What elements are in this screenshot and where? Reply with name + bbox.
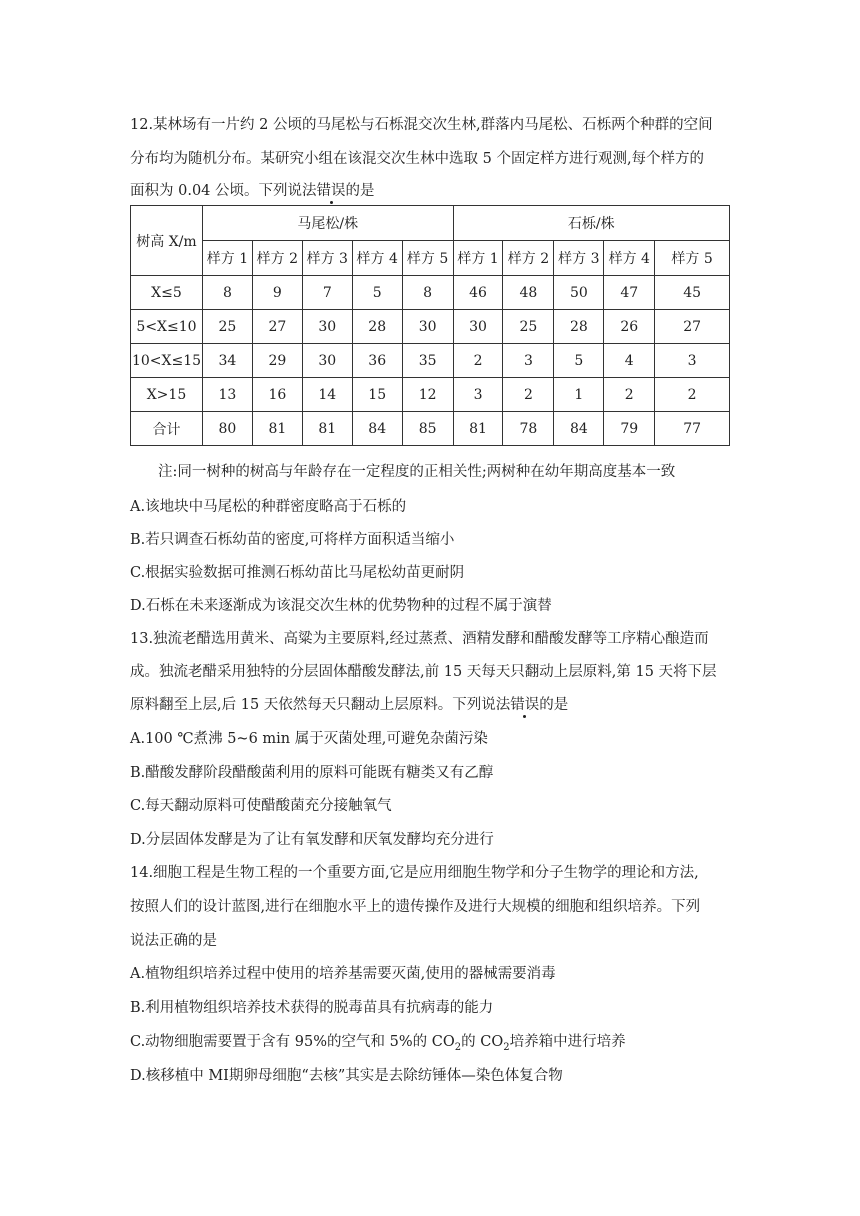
plot-header: 样方 4	[352, 241, 402, 276]
table-cell: 15	[352, 378, 402, 412]
row-label: 合计	[131, 412, 203, 446]
q13-stem-tail: 的是	[539, 697, 569, 713]
table-row	[131, 344, 730, 378]
plot-header: 样方 4	[604, 241, 655, 276]
table-note: 注:同一树种的树高与年龄存在一定程度的正相关性;两树种在幼年期高度基本一致	[158, 464, 676, 480]
q12-stem-line-3	[130, 179, 375, 200]
table-cell: 8	[202, 276, 252, 310]
row-header-label: 树高 X/m	[131, 206, 203, 276]
q12-option-b: B.若只调查石栎幼苗的密度,可将样方面积适当缩小	[130, 532, 455, 548]
row-label: X≤5	[131, 276, 203, 310]
table-cell: 45	[655, 276, 730, 310]
table-cell: 14	[302, 378, 352, 412]
table-cell: 5	[352, 276, 402, 310]
table-cell: 5	[554, 344, 604, 378]
group-header-masson-pine: 马尾松/株	[202, 206, 453, 241]
table-cell: 81	[302, 412, 352, 446]
plot-header: 样方 5	[402, 241, 453, 276]
table-cell: 16	[252, 378, 302, 412]
q14-option-c	[130, 1030, 626, 1053]
q12-stem-text: 面积为 0.04 公顷。下列说法	[130, 183, 317, 199]
table-cell: 79	[604, 412, 655, 446]
q12-stem-tail: 的是	[345, 183, 375, 199]
table-row	[131, 378, 730, 412]
subscript: 2	[454, 1041, 462, 1053]
table-cell: 34	[202, 344, 252, 378]
q14-stem-line-2: 按照人们的设计蓝图,进行在细胞水平上的遗传操作及进行大规模的细胞和组织培养。下列	[130, 899, 701, 915]
row-label: X>15	[131, 378, 203, 412]
table-body	[131, 276, 730, 446]
table-cell: 27	[252, 310, 302, 344]
table-cell: 2	[655, 378, 730, 412]
table-cell: 7	[302, 276, 352, 310]
table-cell: 28	[554, 310, 604, 344]
table-cell: 84	[554, 412, 604, 446]
tree-height-table	[130, 205, 730, 446]
row-label: 5<X≤10	[131, 310, 203, 344]
table-cell: 2	[604, 378, 655, 412]
q14-option-c-mid: 的 CO	[461, 1034, 504, 1050]
table-cell: 25	[202, 310, 252, 344]
plot-header: 样方 5	[655, 241, 730, 276]
plot-header: 样方 3	[302, 241, 352, 276]
table-cell: 1	[554, 378, 604, 412]
q12-option-a: A.该地块中马尾松的种群密度略高于石栎的	[130, 499, 407, 515]
plot-header: 样方 1	[202, 241, 252, 276]
q13-option-d: D.分层固体发酵是为了让有氧发酵和厌氧发酵均充分进行	[130, 832, 494, 848]
table-row	[131, 412, 730, 446]
table-cell: 30	[302, 344, 352, 378]
q14-option-a: A.植物组织培养过程中使用的培养基需要灭菌,使用的器械需要消毒	[130, 966, 556, 982]
q13-emphasis-word: 错误	[510, 693, 539, 714]
q13-option-b: B.醋酸发酵阶段醋酸菌利用的原料可能既有糖类又有乙醇	[130, 765, 494, 781]
table-cell: 12	[402, 378, 453, 412]
table-cell: 27	[655, 310, 730, 344]
table-cell: 4	[604, 344, 655, 378]
q14-option-c-text: C.动物细胞需要置于含有 95%的空气和 5%的 CO	[130, 1034, 455, 1050]
table-cell: 13	[202, 378, 252, 412]
table-cell: 50	[554, 276, 604, 310]
q14-stem-line-1: 14.细胞工程是生物工程的一个重要方面,它是应用细胞生物学和分子生物学的理论和方法,	[130, 865, 699, 881]
q13-stem-line-3	[130, 693, 568, 714]
table-cell: 36	[352, 344, 402, 378]
table-cell: 3	[453, 378, 503, 412]
q14-option-d: D.核移植中 MⅠ期卵母细胞“去核”其实是去除纺锤体—染色体复合物	[130, 1068, 563, 1084]
table-cell: 2	[453, 344, 503, 378]
q12-option-c: C.根据实验数据可推测石栎幼苗比马尾松幼苗更耐阴	[130, 565, 465, 581]
plot-header: 样方 3	[554, 241, 604, 276]
q14-option-c-tail: 培养箱中进行培养	[509, 1034, 626, 1050]
group-header-lithocarpus: 石栎/株	[453, 206, 729, 241]
table-cell: 2	[503, 378, 554, 412]
q14-stem-line-3: 说法正确的是	[130, 933, 217, 949]
table-cell: 35	[402, 344, 453, 378]
plot-header: 样方 2	[252, 241, 302, 276]
table-row	[131, 276, 730, 310]
table-cell: 30	[453, 310, 503, 344]
table-cell: 8	[402, 276, 453, 310]
table-cell: 30	[402, 310, 453, 344]
table-cell: 84	[352, 412, 402, 446]
table-cell: 47	[604, 276, 655, 310]
table-row	[131, 310, 730, 344]
q13-stem-line-1: 13.独流老醋选用黄米、高粱为主要原料,经过蒸煮、酒精发酵和醋酸发酵等工序精心酿造而	[130, 631, 709, 647]
q12-stem-line-2: 分布均为随机分布。某研究小组在该混交次生林中选取 5 个固定样方进行观测,每个样方的	[130, 151, 705, 167]
table-cell: 85	[402, 412, 453, 446]
table-cell: 3	[503, 344, 554, 378]
plot-header: 样方 2	[503, 241, 554, 276]
table-cell: 29	[252, 344, 302, 378]
q13-option-c: C.每天翻动原料可使醋酸菌充分接触氧气	[130, 798, 392, 814]
table-cell: 80	[202, 412, 252, 446]
table-cell: 77	[655, 412, 730, 446]
q12-stem-line-1: 12.某林场有一片约 2 公顷的马尾松与石栎混交次生林,群落内马尾松、石栎两个种群的空间	[130, 117, 713, 133]
table-cell: 48	[503, 276, 554, 310]
q14-option-b: B.利用植物组织培养技术获得的脱毒苗具有抗病毒的能力	[130, 1000, 494, 1016]
table-cell: 25	[503, 310, 554, 344]
q13-stem-text: 原料翻至上层,后 15 天依然每天只翻动上层原料。下列说法	[130, 697, 511, 713]
plot-header: 样方 1	[453, 241, 503, 276]
table-cell: 3	[655, 344, 730, 378]
table-cell: 26	[604, 310, 655, 344]
table-cell: 81	[453, 412, 503, 446]
table-cell: 81	[252, 412, 302, 446]
table-cell: 46	[453, 276, 503, 310]
table-cell: 78	[503, 412, 554, 446]
q12-emphasis-word: 错误	[317, 179, 346, 200]
q13-option-a: A.100 ℃煮沸 5~6 min 属于灭菌处理,可避免杂菌污染	[130, 731, 488, 747]
q13-stem-line-2: 成。独流老醋采用独特的分层固体醋酸发酵法,前 15 天每天只翻动上层原料,第 15 天将下层	[130, 664, 717, 680]
q12-option-d: D.石栎在未来逐渐成为该混交次生林的优势物种的过程不属于演替	[130, 598, 552, 614]
table-cell: 9	[252, 276, 302, 310]
table-cell: 28	[352, 310, 402, 344]
table-cell: 30	[302, 310, 352, 344]
subscript: 2	[503, 1041, 510, 1053]
row-label: 10<X≤15	[131, 344, 203, 378]
